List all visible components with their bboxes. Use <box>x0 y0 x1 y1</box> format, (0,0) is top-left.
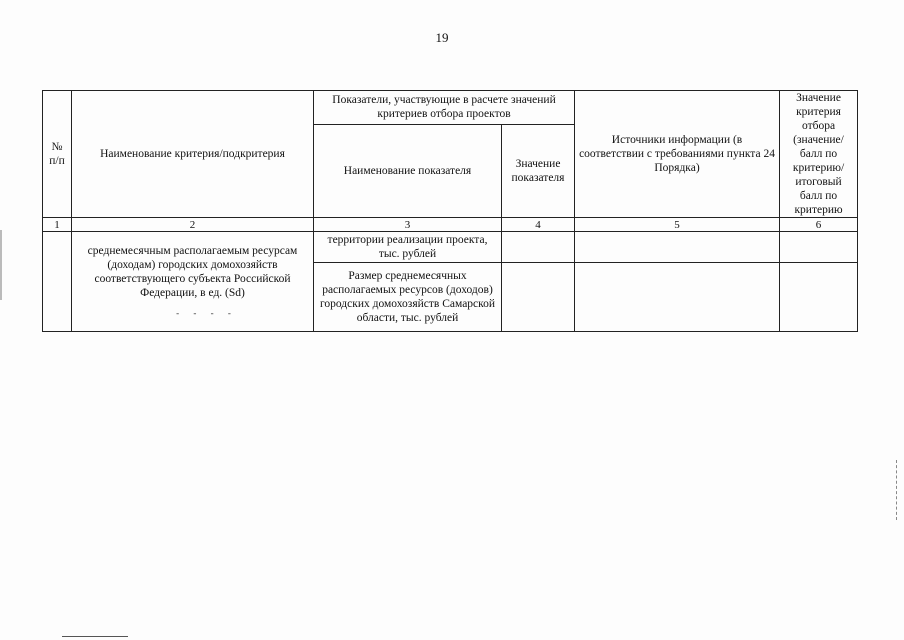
indicator-name-cell: территории реализации проекта, тыс. рублей <box>314 232 502 263</box>
criterion-value-cell <box>780 263 858 332</box>
indicator-value-cell <box>502 232 575 263</box>
cell-number <box>43 232 72 332</box>
scan-edge-left <box>0 230 2 300</box>
header-indicator-value: Значение показателя <box>502 124 575 218</box>
column-number: 2 <box>72 218 314 232</box>
column-number-row <box>43 218 858 232</box>
bottom-rule <box>62 636 128 637</box>
header-criterion-name: Наименование критерия/подкритерия <box>72 91 314 218</box>
criterion-value-cell <box>780 232 858 263</box>
header-number: № п/п <box>43 91 72 218</box>
header-sources: Источники информации (в соответствии с требованиями пункта 24 Порядка) <box>575 91 780 218</box>
page-number: 19 <box>435 30 449 45</box>
criterion-cell <box>72 232 314 332</box>
column-number: 1 <box>43 218 72 232</box>
indicator-name-cell: Размер среднемесячных располагаемых ресурсов (доходов) городских домохозяйств Самарской области, тыс. рублей <box>314 263 502 332</box>
column-number: 6 <box>780 218 858 232</box>
dots-mark: - - - - <box>176 308 237 319</box>
table-row <box>43 232 858 263</box>
header-criterion-value: Значение критерия отбора (значение/ балл по критерию/ итоговый балл по критерию <box>780 91 858 218</box>
header-indicator-name: Наименование показателя <box>314 124 502 218</box>
column-number: 3 <box>314 218 502 232</box>
source-cell <box>575 232 780 263</box>
column-number: 5 <box>575 218 780 232</box>
indicator-value-cell <box>502 263 575 332</box>
header-row-top <box>43 91 858 125</box>
scan-edge-right <box>896 460 898 520</box>
header-indicators-group: Показатели, участвующие в расчете значений критериев отбора проектов <box>314 91 575 125</box>
column-number: 4 <box>502 218 575 232</box>
criteria-table <box>42 90 858 332</box>
source-cell <box>575 263 780 332</box>
criterion-text: среднемесячным располагаемым ресурсам (доходам) городских домохозяйств соответствующего субъекта Российской Федерации, в ед. (Sd) <box>87 245 298 300</box>
